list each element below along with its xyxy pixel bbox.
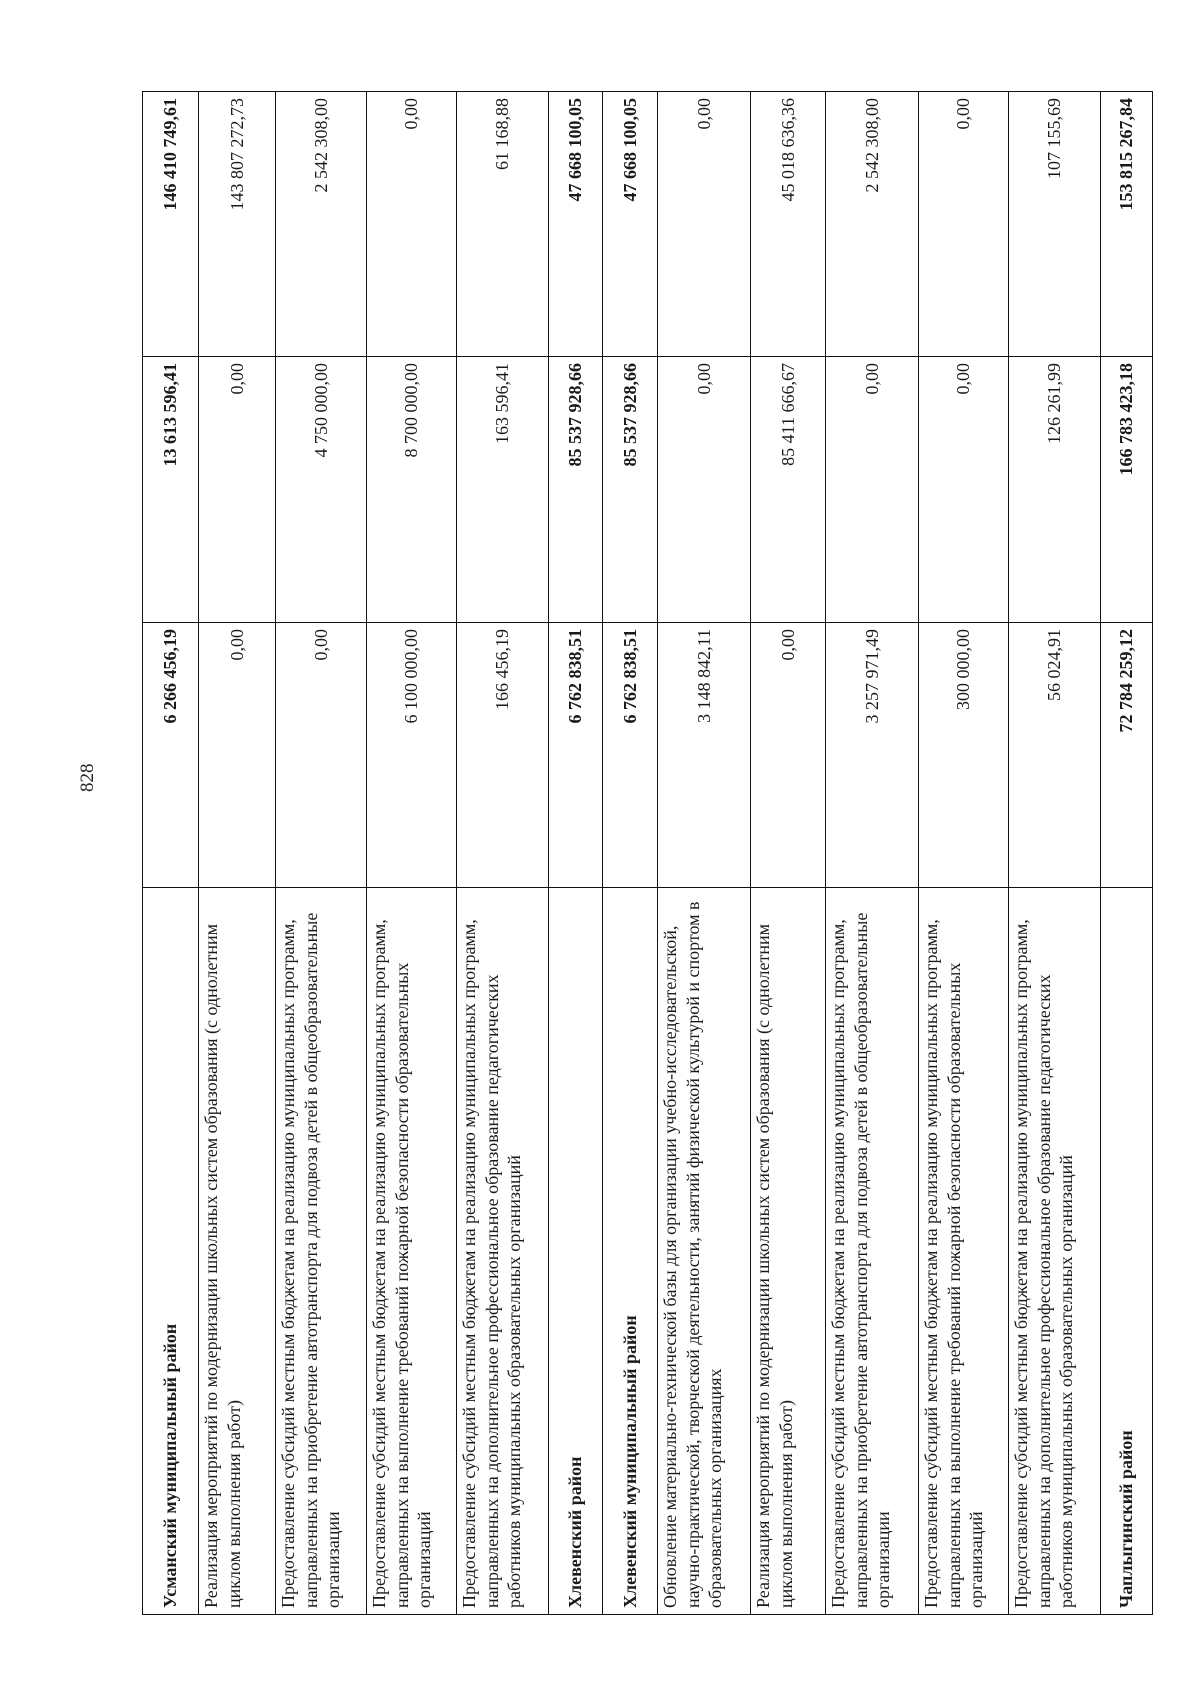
value-cell-2: 8 700 000,00 xyxy=(367,357,457,623)
page-number: 828 xyxy=(77,763,98,792)
budget-table-rotated xyxy=(142,92,1137,1615)
value-cell-3: 47 668 100,05 xyxy=(549,92,603,357)
value-cell-3: 153 815 267,84 xyxy=(1101,92,1153,357)
table-row xyxy=(367,92,457,1615)
value-cell-1: 72 784 259,12 xyxy=(1101,623,1153,888)
value-cell-1: 6 100 000,00 xyxy=(367,623,457,888)
table-row xyxy=(919,92,1009,1615)
value-cell-1: 300 000,00 xyxy=(919,623,1009,888)
value-cell-1: 166 456,19 xyxy=(457,623,549,888)
value-cell-2: 0,00 xyxy=(658,357,751,623)
row-label-cell: Усманский муниципальный район xyxy=(143,888,199,1615)
row-label-cell: Хлевенский муниципальный район xyxy=(603,888,658,1615)
value-cell-3: 2 542 308,00 xyxy=(826,92,919,357)
value-cell-2: 85 411 666,67 xyxy=(751,357,826,623)
value-cell-3: 0,00 xyxy=(919,92,1009,357)
row-label-cell: Предоставление субсидий местным бюджетам на реализацию муниципальных программ, направленных на дополнительное профессиональное образование педагогических работников муниципальных образовательных организаций xyxy=(1009,888,1101,1615)
value-cell-3: 146 410 749,61 xyxy=(143,92,199,357)
value-cell-1: 6 762 838,51 xyxy=(603,623,658,888)
row-label-cell: Предоставление субсидий местным бюджетам на реализацию муниципальных программ, направленных на приобретение автотранспорта для подвоза детей в общеобразовательные организации xyxy=(276,888,367,1615)
row-label-cell: Предоставление субсидий местным бюджетам на реализацию муниципальных программ, направленных на дополнительное профессиональное образование педагогических работников муниципальных образовательных организаций xyxy=(457,888,549,1615)
value-cell-3: 143 807 272,73 xyxy=(199,92,276,357)
value-cell-2: 0,00 xyxy=(919,357,1009,623)
table-row xyxy=(457,92,549,1615)
value-cell-1: 0,00 xyxy=(199,623,276,888)
row-label-cell: Предоставление субсидий местным бюджетам на реализацию муниципальных программ, направленных на приобретение автотранспорта для подвоза детей в общеобразовательные организации xyxy=(826,888,919,1615)
table-row xyxy=(1009,92,1101,1615)
value-cell-3: 0,00 xyxy=(658,92,751,357)
table-row xyxy=(658,92,751,1615)
value-cell-1: 3 148 842,11 xyxy=(658,623,751,888)
table-body xyxy=(143,92,1153,1615)
value-cell-1: 0,00 xyxy=(751,623,826,888)
value-cell-1: 0,00 xyxy=(276,623,367,888)
value-cell-2: 85 537 928,66 xyxy=(549,357,603,623)
row-label-cell: Чаплыгинский район xyxy=(1101,888,1153,1615)
value-cell-2: 13 613 596,41 xyxy=(143,357,199,623)
value-cell-1: 6 266 456,19 xyxy=(143,623,199,888)
row-label-cell: Реализация мероприятий по модернизации школьных систем образования (с однолетним циклом выполнения работ) xyxy=(751,888,826,1615)
row-label-cell: Обновление материально-технической базы для организации учебно-исследовательской, научно-практической, творческой деятельности, занятий физической культурой и спортом в образовательных организациях xyxy=(658,888,751,1615)
table-row xyxy=(199,92,276,1615)
value-cell-3: 107 155,69 xyxy=(1009,92,1101,357)
table-row xyxy=(751,92,826,1615)
value-cell-1: 3 257 971,49 xyxy=(826,623,919,888)
table-row xyxy=(276,92,367,1615)
value-cell-2: 85 537 928,66 xyxy=(603,357,658,623)
row-label-cell: Предоставление субсидий местным бюджетам на реализацию муниципальных программ, направленных на выполнение требований пожарной безопасности образовательных организаций xyxy=(367,888,457,1615)
table-row xyxy=(826,92,919,1615)
row-label-cell: Реализация мероприятий по модернизации школьных систем образования (с однолетним циклом выполнения работ) xyxy=(199,888,276,1615)
value-cell-2: 4 750 000,00 xyxy=(276,357,367,623)
value-cell-3: 45 018 636,36 xyxy=(751,92,826,357)
table-row-subtotal xyxy=(143,92,199,1615)
value-cell-2: 163 596,41 xyxy=(457,357,549,623)
value-cell-3: 0,00 xyxy=(367,92,457,357)
value-cell-2: 0,00 xyxy=(826,357,919,623)
row-label-cell: Хлевенский район xyxy=(549,888,603,1615)
value-cell-2: 126 261,99 xyxy=(1009,357,1101,623)
value-cell-1: 56 024,91 xyxy=(1009,623,1101,888)
budget-table xyxy=(142,91,1153,1615)
value-cell-2: 0,00 xyxy=(199,357,276,623)
row-label-cell: Предоставление субсидий местным бюджетам на реализацию муниципальных программ, направленных на выполнение требований пожарной безопасности образовательных организаций xyxy=(919,888,1009,1615)
value-cell-1: 6 762 838,51 xyxy=(549,623,603,888)
table-row-subtotal xyxy=(549,92,603,1615)
value-cell-3: 61 168,88 xyxy=(457,92,549,357)
table-row-subtotal xyxy=(603,92,658,1615)
value-cell-3: 47 668 100,05 xyxy=(603,92,658,357)
value-cell-3: 2 542 308,00 xyxy=(276,92,367,357)
value-cell-2: 166 783 423,18 xyxy=(1101,357,1153,623)
table-row-subtotal xyxy=(1101,92,1153,1615)
